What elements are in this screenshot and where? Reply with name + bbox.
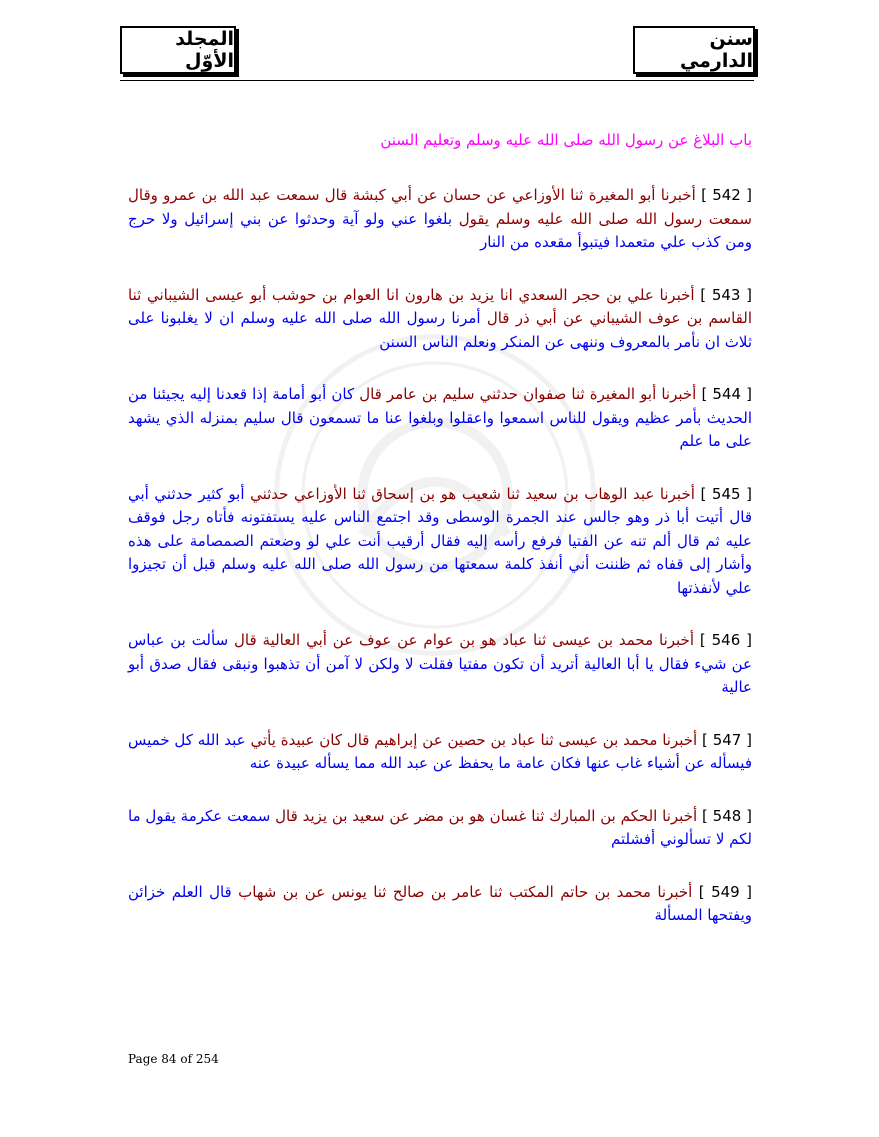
hadith-matn: عبد الله كل خميس فيسأله عن أشياء غاب عنها فكان عامة ما يحفظ عن عبد الله مما يسأله عبيدة عنه	[128, 730, 752, 772]
hadith-isnad: أخبرنا الحكم بن المبارك ثنا غسان هو بن مضر عن سعيد بن يزيد قال	[275, 806, 698, 825]
hadith-number: [ 543 ]	[700, 285, 753, 304]
hadith-number: [ 546 ]	[699, 631, 752, 649]
hadith-number: [ 544 ]	[701, 385, 752, 403]
hadith-number: [ 548 ]	[701, 806, 752, 825]
header-divider	[120, 80, 754, 81]
hadith-entry	[128, 881, 752, 928]
hadith-matn: كان أبو أمامة إذا قعدنا إليه يجيئنا من الحديث بأمر عظيم ويقول للناس اسمعوا واعقلوا وبلغوا عنا ما تسمعون قال سليم بمنزله الذي يشهد على ما علم	[128, 385, 752, 450]
hadith-entry	[128, 629, 752, 700]
book-title: سنن الدارمي	[679, 28, 753, 72]
hadith-number: [ 542 ]	[701, 186, 753, 204]
volume-label: المجلد الأوّل	[175, 28, 234, 72]
hadith-entry	[128, 729, 752, 776]
page-content	[128, 128, 752, 957]
hadith-isnad: أخبرنا محمد بن حاتم المكتب ثنا عامر بن صالح ثنا يونس عن بن شهاب	[238, 882, 693, 901]
chapter-title: باب البلاغ عن رسول الله صلى الله عليه وسلم وتعليم السنن	[380, 131, 752, 149]
hadith-matn: سمعت عكرمة يقول ما لكم لا تسألوني أفشلتم	[128, 806, 752, 848]
hadith-isnad: أخبرنا محمد بن عيسى ثنا عباد بن حصين عن إبراهيم قال كان عبيدة يأتي	[250, 730, 698, 749]
hadith-entry	[128, 805, 752, 852]
hadith-isnad: أخبرنا عبد الوهاب بن سعيد ثنا شعيب هو بن إسحاق ثنا الأوزاعي حدثني	[250, 484, 695, 503]
hadith-entry	[128, 383, 752, 454]
hadith-matn: قال العلم خزائن ويفتحها المسألة	[128, 882, 752, 924]
hadith-number: [ 545 ]	[700, 484, 752, 503]
hadith-number: [ 547 ]	[702, 730, 752, 749]
hadith-isnad: أخبرنا أبو المغيرة ثنا صفوان حدثني سليم بن عامر قال	[359, 385, 697, 403]
book-title-box	[633, 26, 755, 74]
volume-box	[120, 26, 236, 74]
page-number: Page 84 of 254	[128, 1052, 219, 1066]
hadith-isnad: أخبرنا علي بن حجر السعدي انا يزيد بن هارون انا العوام بن حوشب أبو عيسى الشيباني ثنا القاسم بن عوف الشيباني عن أبي ذر قال	[128, 285, 752, 327]
hadith-isnad: أخبرنا محمد بن عيسى ثنا عباد هو بن عوام عن عوف عن أبي العالية قال	[234, 631, 694, 649]
hadith-entry	[128, 483, 752, 601]
hadith-number: [ 549 ]	[698, 882, 752, 901]
hadith-entry	[128, 284, 752, 355]
hadith-entry	[128, 184, 752, 255]
hadith-matn: أبو كثير حدثني أبي قال أتيت أبا ذر وهو جالس عند الجمرة الوسطى وقد اجتمع الناس عليه يستفتونه فأتاه رجل فوقف عليه ثم قال ألم تنه عن الفتيا فرفع رأسه إليه فقال أرقيب أنت علي لو وضعتم الصمصامة على هذه وأشار إلى قفاه ثم ظننت أني أنفذ كلمة سمعتها من رسول الله صلى الله عليه وسلم قبل أن تجيزوا علي لأنفذتها	[128, 484, 752, 597]
hadith-matn: سألت بن عباس عن شيء فقال يا أبا العالية أتريد أن تكون مفتيا فقلت لا ولكن لا آمن أن تذهبوا ونبقى فقال صدق أبو عالية	[128, 631, 752, 696]
hadith-matn: أمرنا رسول الله صلى الله عليه وسلم ان لا يغلبونا على ثلاث ان نأمر بالمعروف وننهى عن المنكر ونعلم الناس السنن	[128, 309, 752, 351]
hadith-isnad: أخبرنا أبو المغيرة ثنا الأوزاعي عن حسان عن أبي كبشة قال سمعت عبد الله بن عمرو وقال سمعت رسول الله صلى الله عليه وسلم يقول	[128, 186, 752, 228]
hadith-matn: بلغوا عني ولو آية وحدثوا عن بني إسرائيل ولا حرج ومن كذب علي متعمدا فيتبوأ مقعده من النار	[128, 209, 752, 251]
